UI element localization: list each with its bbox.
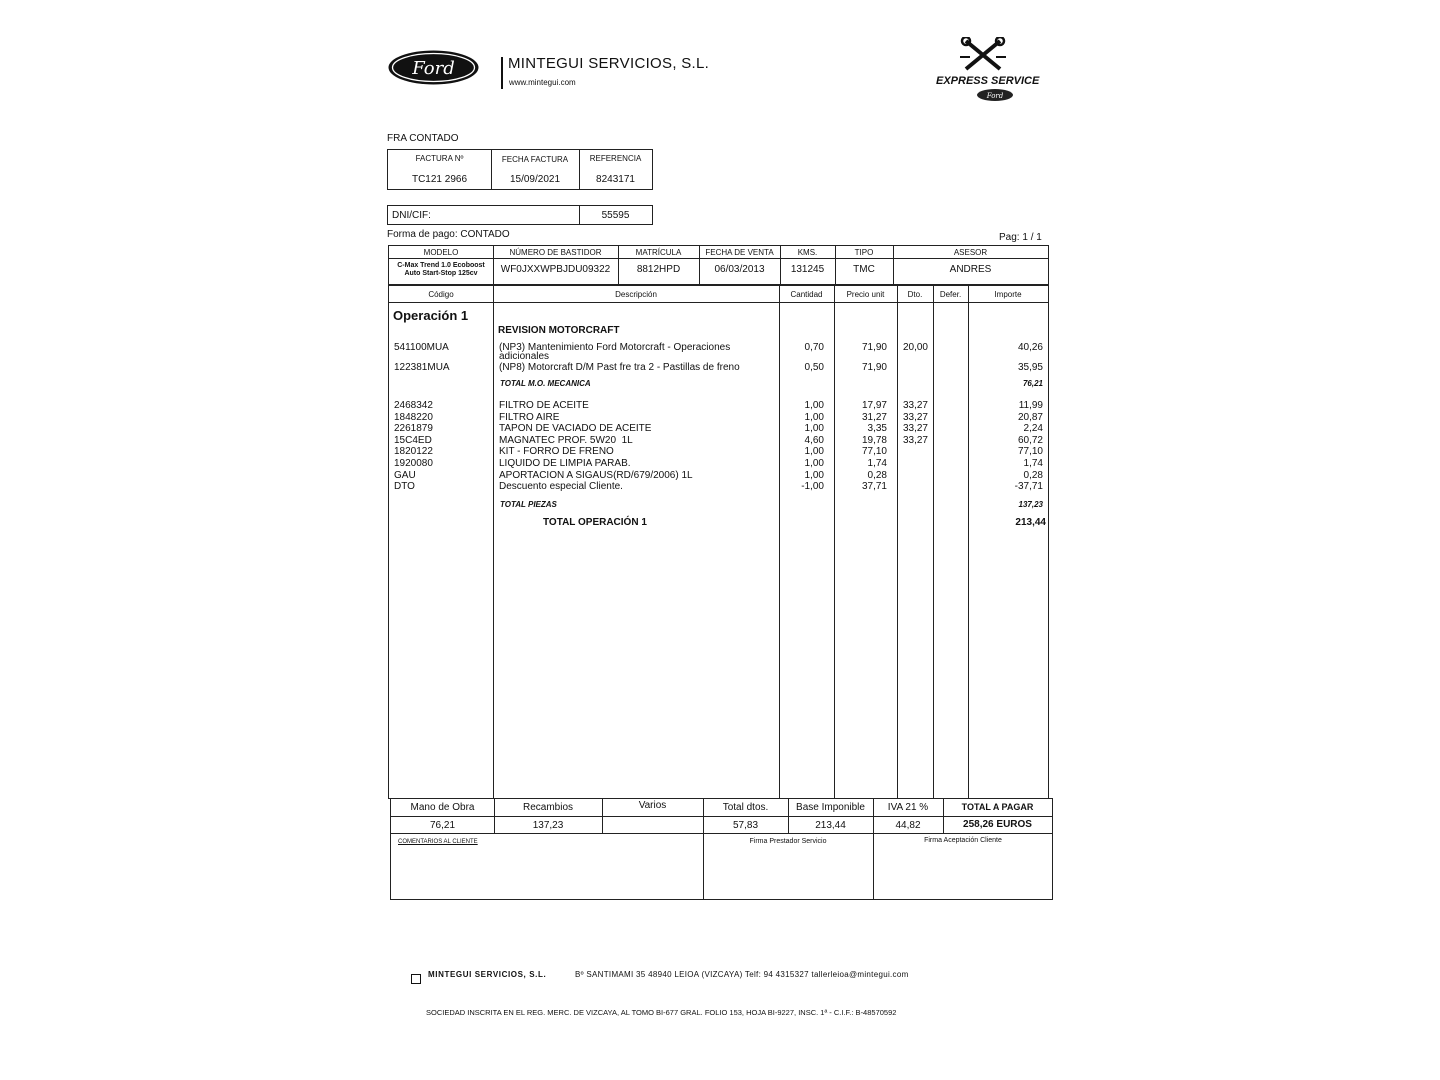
parts-cantidad: 1,00 1,00 1,00 4,60 1,00 1,00 1,00 -1,00: [801, 400, 824, 493]
col-header-dto: Dto.: [907, 290, 923, 299]
labor-1-cantidad: 0,70: [804, 342, 824, 353]
vehicle-header-matricula: MATRÍCULA: [635, 248, 682, 257]
fecha-factura-label: FECHA FACTURA: [501, 155, 569, 164]
company-name: MINTEGUI SERVICIOS, S.L.: [508, 55, 710, 72]
vehicle-header-kms: KMS.: [797, 248, 818, 257]
operation-title: Operación 1: [393, 308, 469, 323]
labor-1-desc-cont: adicionales: [499, 351, 550, 362]
operation-section: REVISION MOTORCRAFT: [498, 325, 620, 336]
varios-label: Varios: [638, 800, 667, 811]
vehicle-bastidor: WF0JXXWPBJDU09322: [500, 264, 611, 275]
total-operacion-value: 213,44: [1015, 517, 1046, 528]
recambios-label: Recambios: [522, 802, 574, 813]
total-mo-label: TOTAL M.O. MECANICA: [500, 379, 591, 388]
vehicle-asesor: ANDRES: [949, 264, 992, 275]
labor-1-dto: 20,00: [902, 342, 928, 353]
footer-company: MINTEGUI SERVICIOS, S.L.: [428, 970, 547, 979]
total-mo-value: 76,21: [1022, 379, 1043, 388]
dni-value: 55595: [601, 210, 630, 221]
express-ford-logo-text: Ford: [986, 92, 1004, 100]
total-pagar-value: 258,26 EUROS: [963, 819, 1032, 830]
comentarios-label: COMENTARIOS AL CLIENTE: [398, 839, 478, 845]
wrench-icon: [958, 37, 1008, 73]
footer-bullet-icon: [411, 974, 421, 984]
vehicle-table: [388, 245, 1049, 285]
total-piezas-value: 137,23: [1018, 500, 1043, 509]
vehicle-header-fecha-venta: FECHA DE VENTA: [705, 248, 774, 257]
page-number: Pag: 1 / 1: [999, 232, 1042, 243]
mano-obra-value: 76,21: [429, 820, 456, 831]
summary-table: [390, 798, 1053, 834]
invoice-id-box: [387, 149, 653, 190]
recambios-value: 137,23: [532, 820, 564, 831]
parts-precio: 17,97 31,27 3,35 19,78 77,10 1,74 0,28 37,71: [861, 400, 887, 493]
referencia-value: 8243171: [596, 174, 635, 185]
labor-2-codigo: 122381MUA: [394, 362, 450, 373]
vehicle-matricula: 8812HPD: [636, 264, 681, 275]
vehicle-header-bastidor: NÚMERO DE BASTIDOR: [509, 248, 602, 257]
total-dtos-value: 57,83: [732, 820, 759, 831]
vehicle-kms: 131245: [790, 264, 825, 275]
labor-2-desc: (NP8) Motorcraft D/M Past fre tra 2 - Pastillas de freno: [499, 362, 740, 373]
footer-address: Bº SANTIMAMI 35 48940 LEIOA (VIZCAYA) Telf: 94 4315327 tallerleioa@mintegui.com: [575, 970, 909, 979]
dni-box: [387, 205, 653, 225]
vehicle-modelo-line1: C-Max Trend 1.0 Ecoboost: [397, 262, 485, 269]
signatures-box: [390, 833, 1053, 900]
express-ford-logo: [976, 88, 1014, 102]
header-divider: [501, 57, 503, 89]
ford-logo: [387, 49, 480, 86]
total-piezas-label: TOTAL PIEZAS: [500, 500, 557, 509]
express-service-label: EXPRESS SERVICE: [936, 75, 1040, 87]
express-service-logo: [958, 37, 1008, 73]
referencia-label: REFERENCIA: [589, 154, 642, 163]
vehicle-modelo-line2: Auto Start-Stop 125cv: [404, 270, 478, 277]
footer-registry: SOCIEDAD INSCRITA EN EL REG. MERC. DE VIZCAYA, AL TOMO BI-677 GRAL. FOLIO 153, HOJA BI-9227, INSC. 1ª - C.I.F.: B-48570592: [426, 1008, 897, 1017]
labor-2-importe: 35,95: [1017, 362, 1043, 373]
labor-1-importe: 40,26: [1017, 342, 1043, 353]
firma-prestador-label: Firma Prestador Servicio: [749, 838, 827, 845]
parts-descripcion: FILTRO DE ACEITE FILTRO AIRE TAPON DE VACIADO DE ACEITE MAGNATEC PROF. 5W20 1L KIT - FORRO DE FRENO LIQUIDO DE LIMPIA PARAB. APORTACION A SIGAUS(RD/679/2006) 1L Descuento especial Cliente.: [499, 400, 693, 493]
labor-1-desc: (NP3) Mantenimiento Ford Motorcraft - Operaciones: [499, 342, 731, 353]
total-dtos-label: Total dtos.: [722, 802, 769, 813]
company-website: www.mintegui.com: [509, 78, 576, 87]
factura-label: FACTURA Nº: [415, 154, 464, 163]
col-header-codigo: Código: [428, 290, 454, 299]
parts-importe: 11,99 20,87 2,24 60,72 77,10 1,74 0,28 -37,71: [1014, 400, 1043, 493]
total-operacion-label: TOTAL OPERACIÓN 1: [543, 517, 647, 528]
col-header-precio: Precio unit: [846, 290, 885, 299]
labor-2-precio: 71,90: [861, 362, 887, 373]
parts-codigo: 2468342 1848220 2261879 15C4ED 1820122 1920080 GAU DTO: [394, 400, 433, 493]
ford-logo-text: Ford: [412, 58, 455, 79]
fecha-factura-value: 15/09/2021: [509, 174, 561, 185]
total-pagar-label: TOTAL A PAGAR: [961, 802, 1034, 812]
col-header-descripcion: Descripción: [615, 290, 657, 299]
base-imponible-label: Base Imponible: [796, 802, 865, 813]
col-header-defer: Defer.: [939, 290, 962, 299]
labor-2-cantidad: 0,50: [804, 362, 824, 373]
parts-dto: 33,27 33,27 33,27 33,27: [902, 400, 928, 446]
forma-de-pago: Forma de pago: CONTADO: [387, 229, 510, 240]
firma-cliente-label: Firma Aceptación Cliente: [924, 837, 1002, 844]
base-imponible-value: 213,44: [815, 820, 846, 831]
factura-value: TC121 2966: [411, 174, 468, 185]
vehicle-tipo: TMC: [853, 264, 875, 275]
col-header-importe: Importe: [994, 290, 1022, 299]
mano-obra-label: Mano de Obra: [410, 802, 475, 813]
iva-label: IVA 21 %: [887, 802, 929, 813]
vehicle-header-asesor: ASESOR: [953, 248, 988, 257]
labor-1-codigo: 541100MUA: [394, 342, 449, 353]
labor-1-precio: 71,90: [861, 342, 887, 353]
col-header-cantidad: Cantidad: [790, 290, 823, 299]
invoice-type: FRA CONTADO: [387, 133, 459, 144]
vehicle-fecha-venta: 06/03/2013: [714, 264, 765, 275]
vehicle-header-modelo: MODELO: [423, 248, 459, 257]
dni-label: DNI/CIF:: [392, 210, 431, 221]
vehicle-header-tipo: TIPO: [854, 248, 874, 257]
iva-value: 44,82: [895, 820, 921, 831]
